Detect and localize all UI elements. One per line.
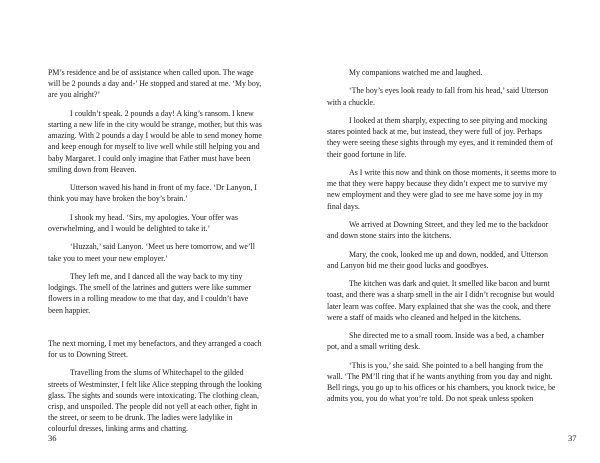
page-number: 36 (48, 433, 57, 443)
paragraph: I looked at them sharply, expecting to see pitying and mocking stares pointed back at me, but instead, they were full of joy. Perhaps they were seeing these sights through my eyes, and it reminded them of their good fortune in life. (327, 115, 553, 159)
paragraph: As I write this now and think on those moments, it seems more to me that they were happy because they didn’t expect me to survive my new employment and they were glad to see me have some joy in my final days. (327, 167, 557, 211)
paragraph: The kitchen was dark and quiet. It smelled like bacon and burnt toast, and there was a sharp smell in the air I didn’t recognise but would later learn was coffee. Mary explained that she was the cook, and there were a staff of maids who cleaned and helped in the kitchens. (327, 279, 555, 322)
paragraph: PM’s residence and be of assistance when called upon. The wage will be 2 pounds a day and-’ He stopped and stared at me. ‘My boy, are you alright?’ (48, 68, 262, 100)
paragraph: We arrived at Downing Street, and they led me to the backdoor and down stone stairs into the kitchens. (327, 219, 549, 241)
paragraph: I shook my head. ‘Sirs, my apologies. Your offer was overwhelming, and I would be delighted to take it.’ (48, 212, 238, 233)
paragraph: ‘Huzzah,’ said Lanyon. ‘Meet us here tomorrow, and we’ll take you to meet your new employer.’ (48, 242, 255, 263)
paragraph: Mary, the cook, looked me up and down, nodded, and Utterson and Lanyon bid me their good lucks and goodbyes. (327, 249, 548, 270)
paragraph: ‘This is you,’ she said. She pointed to a bell hanging from the wall. ‘The PM’ll ring that if he wants anything from you day and night. Bell rings, you go up to his offices or his chambers, you knock twice, be admits you, you do what you’re told. Do not speak unless spoken (327, 360, 556, 404)
page-number: 37 (568, 433, 577, 443)
left-page-text (48, 67, 263, 442)
right-page-text (327, 67, 557, 412)
paragraph: Utterson waved his hand in front of my face. ‘Dr Lanyon, I think you may have broken the boy’s brain.’ (48, 183, 257, 204)
paragraph: I couldn’t speak. 2 pounds a day! A king’s ransom. I knew starting a new life in the city would be strange, mother, but this was amazing. With 2 pounds a day I would be able to send money home and keep enough for myself to live well while still helping you and baby Margaret. I could only imagine that Father must have been smiling down from Heaven. (48, 108, 262, 174)
paragraph: They left me, and I danced all the way back to my tiny lodgings. The smell of the latrines and gutters were like summer flowers in a rolling meadow to me that day, and I couldn’t have been happier. (48, 271, 251, 315)
paragraph: She directed me to a small room. Inside was a bed, a chamber pot, and a small writing desk. (327, 331, 545, 352)
paragraph: Travelling from the slums of Whitechapel to the gilded streets of Westminster, I felt like Alice stepping through the looking glass. The sights and sounds were intoxicating. The clothing clean, crisp, and unspoiled. The people did not yell at each other, fight in the street, or seem to be drunk. The ladies were ladylike in colourful dresses, linking arms and chatting. (48, 368, 262, 434)
paragraph: My companions watched me and laughed. (349, 68, 483, 77)
right-page (300, 0, 600, 463)
paragraph: The next morning, I met my benefactors, and they arranged a coach for us to Downing Street. (48, 338, 262, 359)
paragraph: ‘The boy’s eyes look ready to fall from his head,’ said Utterson with a chuckle. (327, 86, 549, 107)
